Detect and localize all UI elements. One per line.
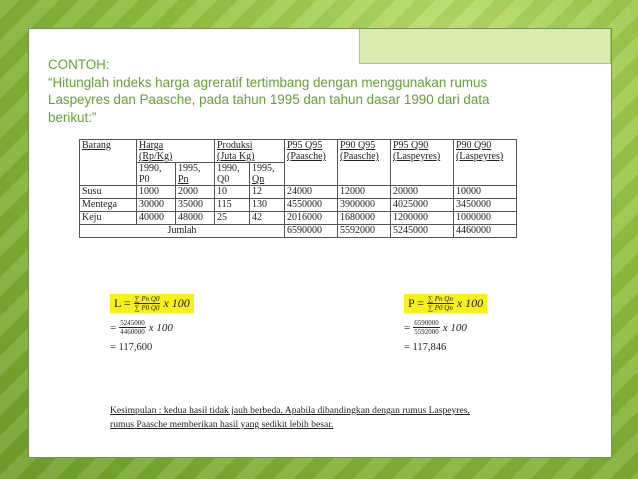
header-harga: Harga (Rp/Kg) bbox=[137, 140, 215, 163]
table-cell: 2000 bbox=[176, 186, 215, 199]
table-cell: Mentega bbox=[80, 199, 137, 212]
header-p95q90: P95 Q90 (Laspeyres) bbox=[391, 140, 454, 186]
laspeyres-value-fraction: $\frac{5245000}{4460000}$ bbox=[120, 319, 145, 336]
table-cell: 4025000 bbox=[391, 199, 454, 212]
table-cell: 42 bbox=[250, 212, 285, 225]
table-cell: 48000 bbox=[176, 212, 215, 225]
header-produksi: Produksi (Juta Kg) bbox=[215, 140, 285, 163]
table-header-row bbox=[80, 140, 517, 163]
heading-question-line-1: “Hitunglah indeks harga agreratif tertimbang dengan menggunakan rumus bbox=[48, 74, 488, 90]
header-barang: Barang bbox=[80, 140, 137, 186]
table-cell: 24000 bbox=[285, 186, 338, 199]
table-cell: 12000 bbox=[338, 186, 391, 199]
data-table bbox=[79, 139, 517, 238]
total-cell: 4460000 bbox=[454, 225, 517, 238]
heading-question-line-3: berikut:” bbox=[48, 109, 97, 125]
table-cell: Susu bbox=[80, 186, 137, 199]
header-p90q90: P90 Q90 (Laspeyres) bbox=[454, 140, 517, 186]
paasche-result: = 117,846 bbox=[404, 342, 447, 353]
table-cell: Keju bbox=[80, 212, 137, 225]
slide-heading bbox=[48, 56, 548, 126]
table-cell: 1000000 bbox=[454, 212, 517, 225]
paasche-substitution: = $\frac{6590000}{5592000}$ x 100 bbox=[404, 319, 467, 336]
table-cell: 40000 bbox=[137, 212, 176, 225]
header-p90q95: P90 Q95 (Paasche) bbox=[338, 140, 391, 186]
subheader-qn: 1995, Qn bbox=[250, 163, 285, 186]
heading-question-line-2: Laspeyres dan Paasche, pada tahun 1995 dan tahun dasar 1990 dari data bbox=[48, 92, 490, 107]
table-cell: 12 bbox=[250, 186, 285, 199]
laspeyres-substitution: = $\frac{5245000}{4460000}$ x 100 bbox=[110, 319, 173, 336]
table-row bbox=[80, 212, 517, 225]
table-cell: 1000 bbox=[137, 186, 176, 199]
paasche-fraction: $\frac{\text{∑ Pn Qn}}{\sum P0 Qn}$ bbox=[428, 295, 453, 312]
laspeyres-fraction: $\frac{\text{∑ Pn Q0}}{\sum P0 Q0}$ bbox=[134, 295, 160, 312]
conclusion-line-1: Kesimpulan : kedua hasil tidak jauh berbeda. Apabila dibandingkan dengan rumus Laspeyres, bbox=[110, 405, 470, 416]
table-cell: 115 bbox=[215, 199, 250, 212]
paasche-formula-highlight: P = $\frac{\text{∑ Pn Qn}}{\sum P0 Qn}$ x 100 bbox=[404, 294, 487, 313]
data-table-wrapper bbox=[79, 139, 517, 238]
subheader-p0: 1990, P0 bbox=[137, 163, 176, 186]
table-cell: 1680000 bbox=[338, 212, 391, 225]
total-cell: 5592000 bbox=[338, 225, 391, 238]
conclusion-text bbox=[110, 404, 540, 432]
table-cell: 10000 bbox=[454, 186, 517, 199]
laspeyres-result: = 117,600 bbox=[110, 342, 153, 353]
table-cell: 30000 bbox=[137, 199, 176, 212]
paasche-value-fraction: $\frac{6590000}{5592000}$ bbox=[414, 319, 439, 336]
total-label: Jumlah bbox=[80, 225, 285, 238]
subheader-q0: 1990, Q0 bbox=[215, 163, 250, 186]
paasche-formula bbox=[404, 294, 487, 353]
table-cell: 20000 bbox=[391, 186, 454, 199]
table-cell: 2016000 bbox=[285, 212, 338, 225]
total-cell: 5245000 bbox=[391, 225, 454, 238]
total-cell: 6590000 bbox=[285, 225, 338, 238]
table-row bbox=[80, 186, 517, 199]
heading-label: CONTOH: bbox=[48, 57, 110, 72]
conclusion-line-2: rumus Paasche memberikan hasil yang sedikit lebih besar. bbox=[110, 419, 334, 430]
table-total-row bbox=[80, 225, 517, 238]
laspeyres-formula bbox=[110, 294, 194, 353]
table-row bbox=[80, 199, 517, 212]
header-p95q95: P95 Q95 (Paasche) bbox=[285, 140, 338, 186]
laspeyres-formula-highlight: L = $\frac{\text{∑ Pn Q0}}{\sum P0 Q0}$ x 100 bbox=[110, 294, 194, 313]
table-cell: 4550000 bbox=[285, 199, 338, 212]
table-cell: 3900000 bbox=[338, 199, 391, 212]
table-cell: 3450000 bbox=[454, 199, 517, 212]
table-cell: 35000 bbox=[176, 199, 215, 212]
table-cell: 130 bbox=[250, 199, 285, 212]
table-cell: 10 bbox=[215, 186, 250, 199]
table-cell: 25 bbox=[215, 212, 250, 225]
subheader-pn: 1995, Pn bbox=[176, 163, 215, 186]
table-cell: 1200000 bbox=[391, 212, 454, 225]
